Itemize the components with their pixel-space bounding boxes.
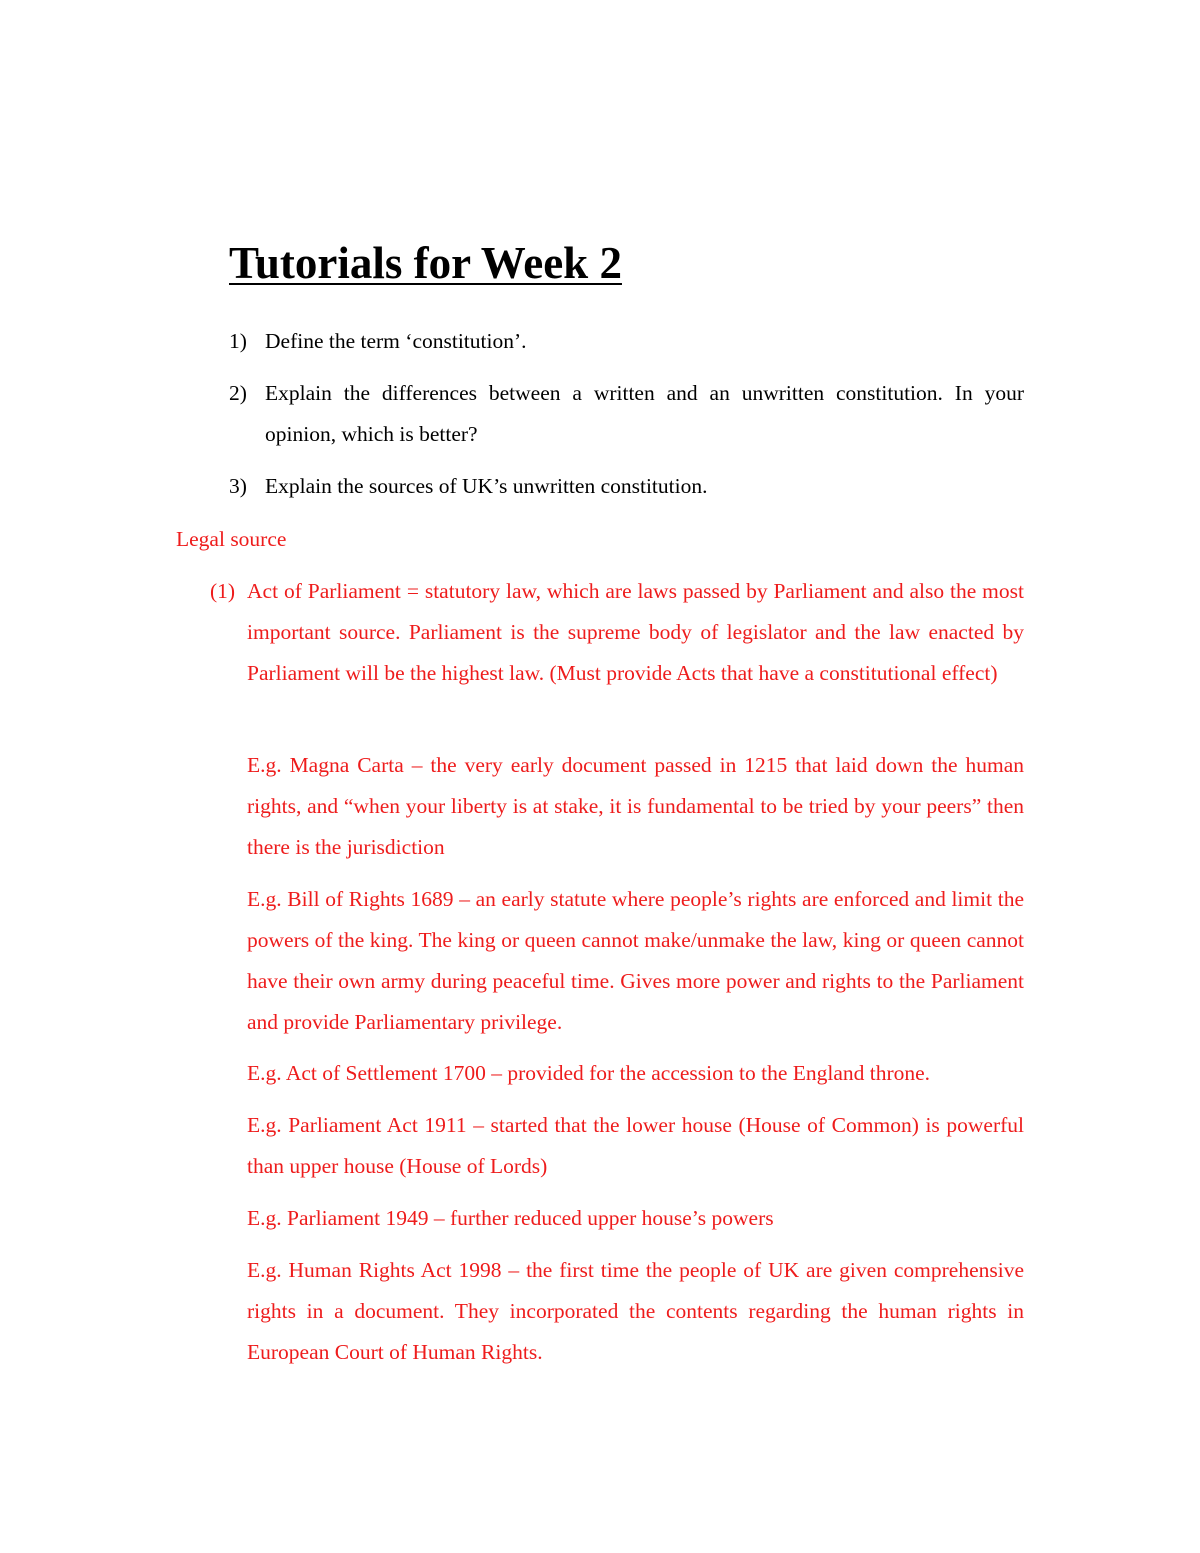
question-text: Explain the differences between a written and an unwritten constitution. In your opinion, which is better? [265,381,1024,446]
question-text: Define the term ‘constitution’. [265,329,527,353]
question-1 [229,321,1024,362]
page-title: Tutorials for Week 2 [229,238,622,288]
example-magna-carta: E.g. Magna Carta – the very early document passed in 1215 that laid down the human rights, and “when your liberty is at stake, it is fundamental to be tried by your peers” then there is the jurisdiction [247,753,1024,859]
section-heading-legal-source: Legal source [176,527,287,551]
question-number: 3) [229,474,247,498]
example-human-rights-act: E.g. Human Rights Act 1998 – the first time the people of UK are given comprehensive rights in a document. They incorporated the contents regarding the human rights in European Court of Human Rights. [247,1258,1024,1364]
question-number: 1) [229,329,247,353]
example-parliament-1949: E.g. Parliament 1949 – further reduced upper house’s powers [247,1206,774,1230]
answer-item-text: Act of Parliament = statutory law, which are laws passed by Parliament and also the most important source. Parliament is the supreme body of legislator and the law enacted by Parliament will be the highest law. (Must provide Acts that have a constitutional effect) [247,579,1024,685]
example-bill-of-rights: E.g. Bill of Rights 1689 – an early statute where people’s rights are enforced and limit the powers of the king. The king or queen cannot make/unmake the law, king or queen cannot have their own army during peaceful time. Gives more power and rights to the Parliament and provide Parliamentary privilege. [247,887,1024,1034]
question-text: Explain the sources of UK’s unwritten constitution. [265,474,708,498]
answer-item-number: (1) [210,579,236,603]
answer-item-1 [210,571,1024,694]
question-number: 2) [229,381,247,405]
example-act-of-settlement: E.g. Act of Settlement 1700 – provided for the accession to the England throne. [247,1061,931,1085]
question-2 [229,373,1024,455]
question-3 [229,466,1024,507]
example-parliament-act-1911: E.g. Parliament Act 1911 – started that the lower house (House of Common) is powerful than upper house (House of Lords) [247,1113,1024,1178]
